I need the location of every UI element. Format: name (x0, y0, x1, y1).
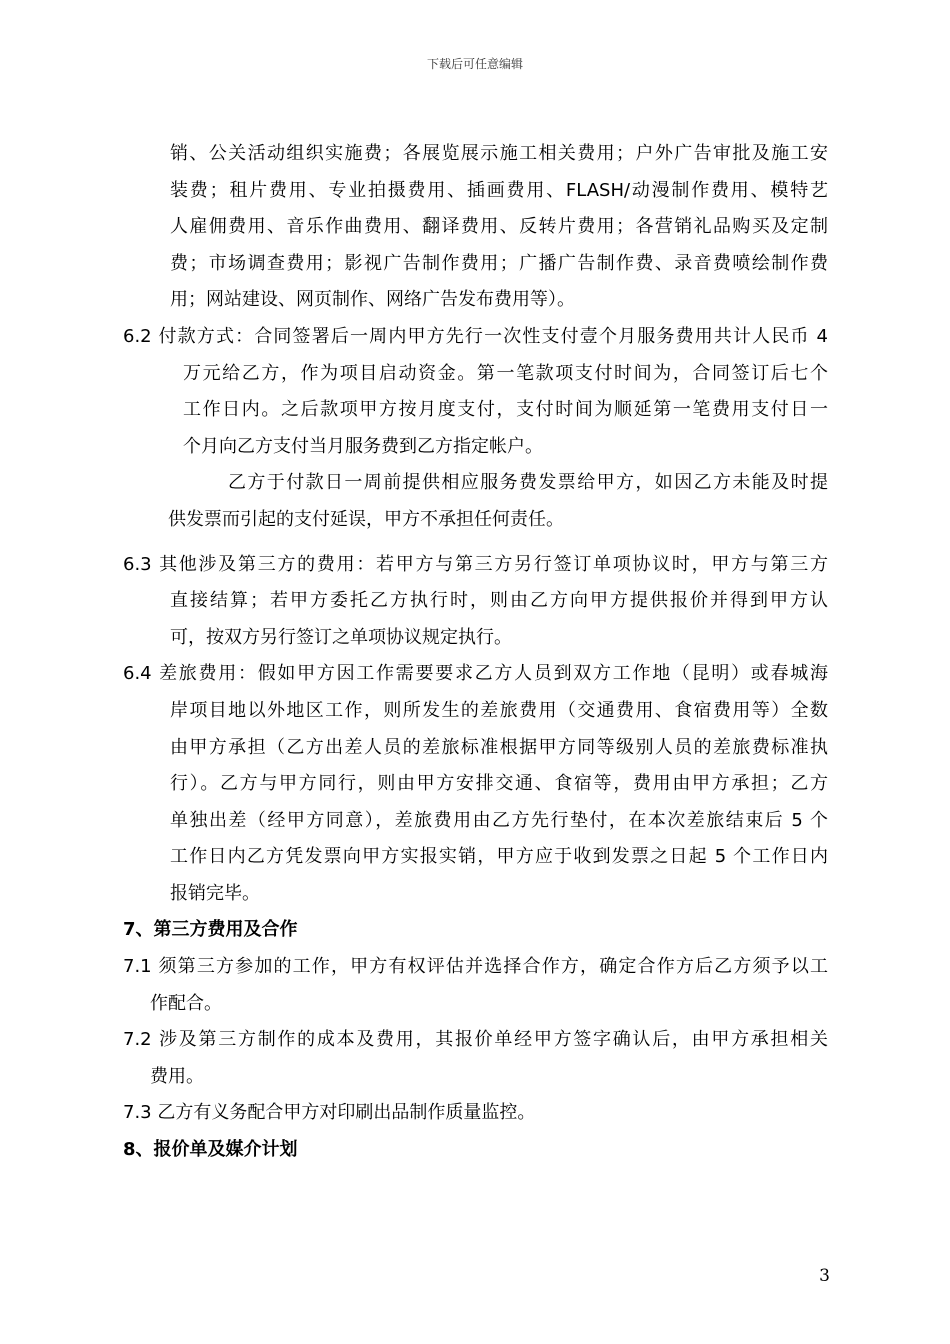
paragraph-line: 人雇佣费用、音乐作曲费用、翻译费用、反转片费用；各营销礼品购买及定制 (170, 216, 828, 238)
paragraph-line: 作配合。 (150, 992, 222, 1014)
paragraph-line: 乙方于付款日一周前提供相应服务费发票给甲方，如因乙方未能及时提 (228, 472, 828, 494)
section-8-title: 8、报价单及媒介计划 (123, 1139, 298, 1161)
page-number: 3 (819, 1266, 830, 1286)
paragraph-line: 直接结算；若甲方委托乙方执行时，则由乙方向甲方提供报价并得到甲方认 (170, 590, 828, 612)
clause-6-2-heading-line: 6.2 付款方式：合同签署后一周内甲方先行一次性支付壹个月服务费用共计人民币 4 (123, 325, 828, 347)
document-body (123, 136, 828, 1169)
clause-6-3-heading-line: 6.3 其他涉及第三方的费用：若甲方与第三方另行签订单项协议时，甲方与第三方 (123, 553, 828, 575)
paragraph-line: 用；网站建设、网页制作、网络广告发布费用等）。 (170, 289, 575, 311)
paragraph-line: 单独出差（经甲方同意），差旅费用由乙方先行垫付，在本次差旅结束后 5 个 (170, 809, 828, 831)
clause-6-4-heading-line: 6.4 差旅费用：假如甲方因工作需要要求乙方人员到双方工作地（昆明）或春城海 (123, 663, 828, 685)
paragraph-line: 由甲方承担（乙方出差人员的差旅标准根据甲方同等级别人员的差旅费标准执 (170, 736, 828, 758)
paragraph-line: 销、公关活动组织实施费；各展览展示施工相关费用；户外广告审批及施工安 (170, 143, 828, 164)
paragraph-line: 岸项目地以外地区工作，则所发生的差旅费用（交通费用、食宿费用等）全数 (170, 699, 828, 721)
paragraph-line: 可，按双方另行签订之单项协议规定执行。 (170, 626, 512, 648)
paragraph-line: 行）。乙方与甲方同行，则由甲方安排交通、食宿等，费用由甲方承担；乙方 (170, 773, 828, 795)
paragraph-line: 报销完毕。 (170, 882, 260, 904)
paragraph-line: 费用。 (150, 1065, 204, 1087)
section-7-title: 7、第三方费用及合作 (123, 919, 298, 941)
paragraph-line: 供发票而引起的支付延误，甲方不承担任何责任。 (168, 508, 564, 530)
paragraph-line: 费；市场调查费用；影视广告制作费用；广播广告制作费、录音费喷绘制作费 (170, 252, 828, 274)
paragraph-line: 个月向乙方支付当月服务费到乙方指定帐户。 (183, 435, 543, 457)
clause-7-2-line: 7.2 涉及第三方制作的成本及费用，其报价单经甲方签字确认后，由甲方承担相关 (123, 1029, 828, 1051)
paragraph-line: 工作日内。之后款项甲方按月度支付，支付时间为顺延第一笔费用支付日一 (183, 399, 828, 421)
clause-7-3-line: 7.3 乙方有义务配合甲方对印刷出品制作质量监控。 (123, 1102, 536, 1124)
page-header: 下载后可任意编辑 (426, 57, 523, 71)
paragraph-line: 工作日内乙方凭发票向甲方实报实销，甲方应于收到发票之日起 5 个工作日内 (170, 846, 828, 868)
paragraph-line: 万元给乙方，作为项目启动资金。第一笔款项支付时间为，合同签订后七个 (183, 362, 828, 384)
paragraph-line: 装费；租片费用、专业拍摄费用、插画费用、FLASH/动漫制作费用、模特艺 (170, 179, 828, 201)
clause-7-1-line: 7.1 须第三方参加的工作，甲方有权评估并选择合作方，确定合作方后乙方须予以工 (123, 956, 828, 978)
